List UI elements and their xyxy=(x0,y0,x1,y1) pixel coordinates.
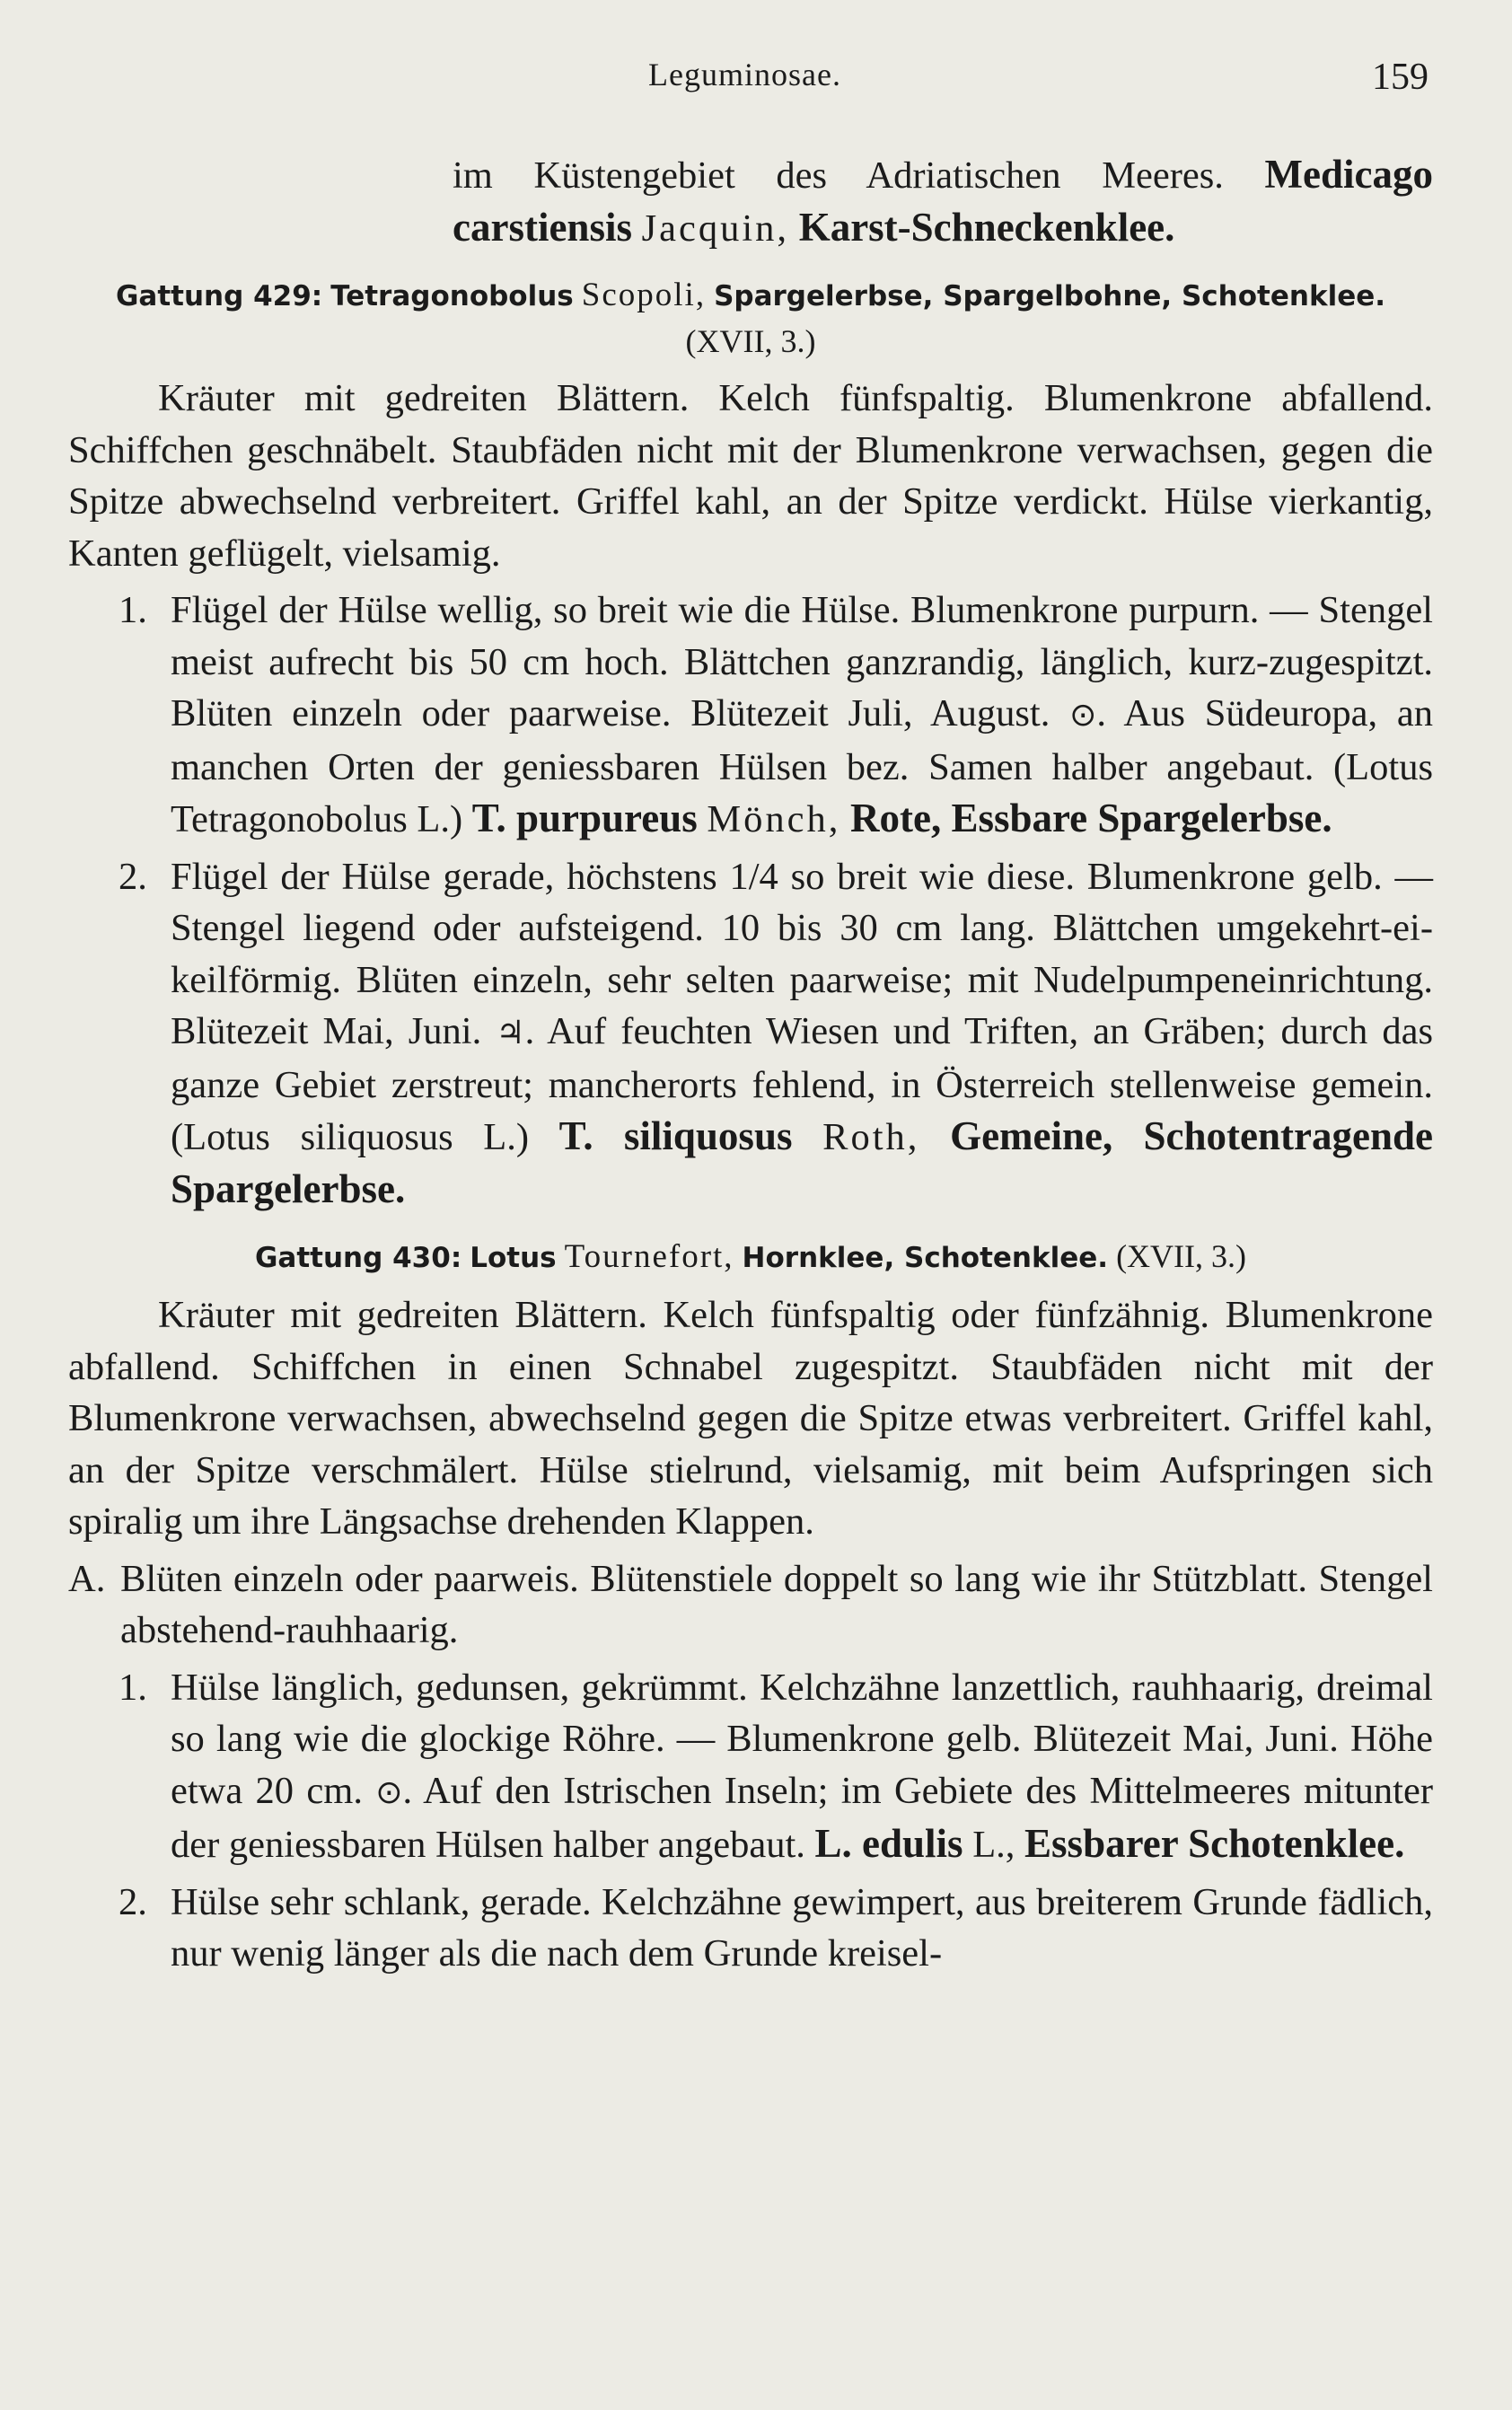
continuation-text: im Küstengebiet des Adriatischen Meeres. xyxy=(453,154,1224,197)
genus-429-description: Kräuter mit gedreiten Blättern. Kelch fünfspaltig. Blumenkrone abfallend. Schiffchen geschnäbelt. Staubfäden nicht mit der Blumenkrone verwachsen, gegen die Spitze abwechselnd verbreitert. Griffel kahl, an der Spitze verdickt. Hülse vierkantig, Kanten geflügelt, vielsamig. xyxy=(68,377,1433,575)
key-section-text: Blüten einzeln oder paarweis. Blütenstiele doppelt so lang wie ihr Stützblatt. Stengel abstehend-rauhhaarig. xyxy=(120,1557,1433,1651)
genus-429-heading xyxy=(68,272,1433,364)
key-section xyxy=(68,1553,1433,1657)
species-name: T. purpureus xyxy=(471,796,698,840)
annual-symbol-icon: ⊙ xyxy=(1069,697,1097,734)
vernacular-name: Karst-Schneckenklee. xyxy=(798,204,1175,250)
genus-name: Lotus xyxy=(470,1242,557,1274)
species-author: L., xyxy=(972,1824,1015,1866)
genus-430-heading xyxy=(68,1234,1433,1280)
species-name: Medicago carstiensis xyxy=(453,152,1433,250)
key-item xyxy=(68,585,1433,846)
vernacular-name: Gemeine, Schotentragende Spargelerbse. xyxy=(171,1113,1433,1211)
key-item xyxy=(68,1877,1433,1980)
key-letter: A. xyxy=(68,1557,106,1600)
continuation-paragraph xyxy=(68,149,1433,254)
key-text: Flügel der Hülse gerade, höchstens 1/4 so breit wie diese. Blumenkrone gelb. — Stengel liegend oder aufsteigend. 10 bis 30 cm lang. Blättchen umgekehrt-ei-keilförmig. Blüten einzeln, sehr selten paarweise; mit Nudelpumpeneinrichtung. Blütezeit Mai, Juni. xyxy=(171,855,1433,1052)
key-item xyxy=(68,851,1433,1217)
page-body xyxy=(68,149,1433,1980)
species-author: Roth, xyxy=(822,1116,920,1158)
genus-class: (XVII, 3.) xyxy=(685,323,816,359)
page-number: 159 xyxy=(1372,57,1428,98)
perennial-symbol-icon: ♃ xyxy=(496,1015,525,1051)
species-author: Jacquin, xyxy=(641,207,790,250)
genus-label: Gattung 430: xyxy=(254,1242,462,1274)
genus-author: Tournefort, xyxy=(564,1238,734,1275)
key-text-cont: . Aus Südeuropa, an manchen Orten der geniessbaren Hülsen bez. Samen halber angebaut. (Lotus Tetragonobolus L.) xyxy=(171,692,1433,840)
key-number: 2. xyxy=(119,855,147,898)
genus-author: Scopoli, xyxy=(581,277,707,313)
genus-class: (XVII, 3.) xyxy=(1116,1238,1247,1274)
key-text: Hülse sehr schlank, gerade. Kelchzähne gewimpert, aus breiterem Grunde fädlich, nur wenig länger als die nach dem Grunde kreisel- xyxy=(171,1880,1433,1975)
annual-symbol-icon: ⊙ xyxy=(375,1773,403,1811)
running-title: Leguminosae. xyxy=(648,57,841,92)
genus-label: Gattung 429: xyxy=(115,280,323,312)
species-author: Mönch, xyxy=(707,798,841,840)
running-header xyxy=(0,54,1512,101)
key-item xyxy=(68,1662,1433,1871)
species-name: L. edulis xyxy=(814,1821,963,1866)
key-number: 1. xyxy=(119,589,147,631)
key-text-cont: . Auf feuchten Wiesen und Triften, an Gräben; durch das ganze Gebiet zerstreut; mancherorts fehlend, in Österreich stellenweise gemein. (Lotus siliquosus L.) xyxy=(171,1010,1434,1158)
key-number: 1. xyxy=(119,1666,147,1709)
species-name: T. siliquosus xyxy=(558,1113,793,1158)
vernacular-name: Rote, Essbare Spargelerbse. xyxy=(850,796,1332,840)
genus-vernacular: Hornklee, Schotenklee. xyxy=(742,1242,1109,1274)
genus-430-description: Kräuter mit gedreiten Blättern. Kelch fünfspaltig oder fünfzähnig. Blumenkrone abfallend. Schiffchen in einen Schnabel zugespitzt. Staubfäden nicht mit der Blumenkrone verwachsen, abwechselnd gegen die Spitze etwas verbreitert. Griffel kahl, an der Spitze verschmälert. Hülse stielrund, vielsamig, mit beim Aufspringen sich spiralig um ihre Längsachse drehenden Klappen. xyxy=(68,1294,1433,1543)
genus-vernacular: Spargelerbse, Spargelbohne, Schotenklee. xyxy=(714,280,1386,312)
key-text: Flügel der Hülse wellig, so breit wie die Hülse. Blumenkrone purpurn. — Stengel meist aufrecht bis 50 cm hoch. Blättchen ganzrandig, länglich, kurz-zugespitzt. Blüten einzeln oder paarweise. Blütezeit Juli, August. xyxy=(171,589,1433,734)
vernacular-name: Essbarer Schotenklee. xyxy=(1024,1821,1405,1866)
key-number: 2. xyxy=(119,1880,147,1923)
genus-name: Tetragonobolus xyxy=(330,280,574,312)
key-text: Hülse länglich, gedunsen, gekrümmt. Kelchzähne lanzettlich, rauhhaarig, dreimal so lang wie die glockige Röhre. — Blumenkrone gelb. Blütezeit Mai, Juni. Höhe etwa 20 cm. xyxy=(171,1666,1433,1812)
key-text-cont: . Auf den Istrischen Inseln; im Gebiete des Mittelmeeres mitunter der geniessbaren Hülsen halber angebaut. xyxy=(171,1769,1434,1866)
